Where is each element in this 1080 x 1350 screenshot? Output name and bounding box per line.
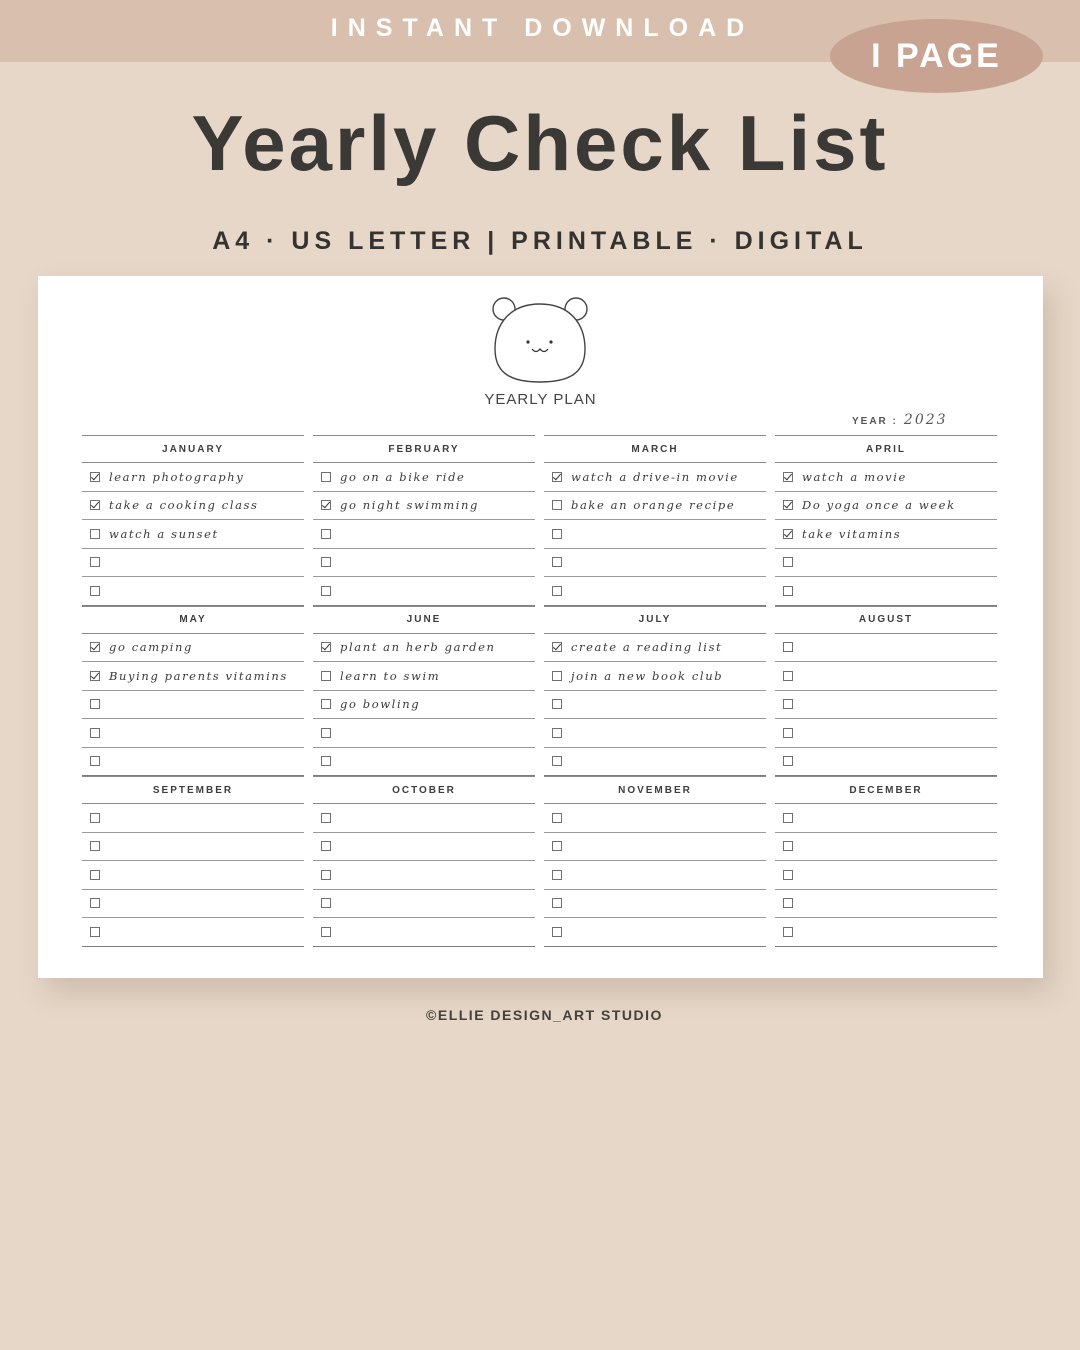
checklist-row (544, 719, 766, 748)
checked-checkbox[interactable] (783, 472, 793, 482)
task-text: go on a bike ride (340, 469, 466, 484)
task-text: bake an orange recipe (571, 498, 736, 513)
checklist-row (313, 833, 535, 862)
month-header: AUGUST (775, 606, 997, 634)
month-march (544, 435, 766, 606)
checklist-row (775, 861, 997, 890)
checkbox[interactable] (90, 756, 100, 766)
month-header: APRIL (775, 435, 997, 463)
checklist-row (82, 748, 304, 777)
checkbox[interactable] (321, 898, 331, 908)
checked-checkbox[interactable] (90, 472, 100, 482)
month-january (82, 435, 304, 606)
checklist-row (544, 918, 766, 947)
checkbox[interactable] (90, 557, 100, 567)
checklist-row (775, 804, 997, 833)
checklist-row (313, 492, 535, 521)
checked-checkbox[interactable] (783, 500, 793, 510)
month-september (82, 776, 304, 947)
month-november (544, 776, 766, 947)
checked-checkbox[interactable] (90, 500, 100, 510)
month-october (313, 776, 535, 947)
checklist-row (775, 833, 997, 862)
checklist-row (544, 549, 766, 578)
checklist-row (775, 577, 997, 606)
month-header: DECEMBER (775, 776, 997, 804)
checkbox[interactable] (552, 699, 562, 709)
month-header: JANUARY (82, 435, 304, 463)
checklist-row (82, 890, 304, 919)
checkbox[interactable] (552, 927, 562, 937)
task-text: go camping (109, 640, 193, 655)
checkbox[interactable] (90, 870, 100, 880)
studio-credit: ©ELLIE DESIGN_ART STUDIO (426, 1007, 663, 1023)
format-subtitle: A4 · US LETTER | PRINTABLE · DIGITAL (212, 227, 868, 255)
checklist-row (313, 748, 535, 777)
checklist-row (544, 861, 766, 890)
checklist-row (313, 634, 535, 663)
checkbox[interactable] (321, 529, 331, 539)
checked-checkbox[interactable] (552, 642, 562, 652)
month-header: OCTOBER (313, 776, 535, 804)
checkbox[interactable] (552, 870, 562, 880)
checklist-row (775, 520, 997, 549)
planner-sheet (38, 276, 1043, 978)
checkbox[interactable] (321, 728, 331, 738)
checkbox[interactable] (552, 898, 562, 908)
checkbox[interactable] (321, 813, 331, 823)
checkbox[interactable] (90, 699, 100, 709)
month-may (82, 606, 304, 777)
checklist-row (544, 748, 766, 777)
task-text: watch a drive-in movie (571, 469, 739, 484)
checklist-row (775, 719, 997, 748)
page-count-badge: I PAGE (830, 19, 1043, 93)
checklist-row (544, 833, 766, 862)
checklist-row (544, 662, 766, 691)
checklist-row (775, 634, 997, 663)
task-text: create a reading list (571, 640, 723, 655)
checked-checkbox[interactable] (321, 642, 331, 652)
checklist-row (313, 918, 535, 947)
month-header: NOVEMBER (544, 776, 766, 804)
checklist-row (313, 719, 535, 748)
checklist-row (313, 804, 535, 833)
checkbox[interactable] (783, 671, 793, 681)
checklist-row (313, 520, 535, 549)
checklist-row (82, 520, 304, 549)
checked-checkbox[interactable] (90, 671, 100, 681)
checklist-row (775, 918, 997, 947)
checkbox[interactable] (783, 813, 793, 823)
checklist-row (313, 662, 535, 691)
checklist-row (313, 691, 535, 720)
checklist-row (313, 861, 535, 890)
checklist-row (544, 634, 766, 663)
year-label: YEAR : (852, 416, 898, 427)
checkbox[interactable] (90, 586, 100, 596)
task-text: learn photography (109, 469, 245, 484)
checkbox[interactable] (90, 898, 100, 908)
task-text: plant an herb garden (340, 640, 496, 655)
month-header: MARCH (544, 435, 766, 463)
checklist-row (82, 804, 304, 833)
checklist-row (775, 549, 997, 578)
checkbox[interactable] (90, 927, 100, 937)
months-grid (82, 435, 997, 947)
checklist-row (82, 549, 304, 578)
year-value: 2023 (903, 412, 948, 428)
checkbox[interactable] (90, 813, 100, 823)
checkbox[interactable] (552, 586, 562, 596)
page-title: Yearly Check List (191, 99, 889, 187)
checklist-row (82, 861, 304, 890)
checkbox[interactable] (90, 841, 100, 851)
checklist-row (775, 492, 997, 521)
checkbox[interactable] (783, 927, 793, 937)
checked-checkbox[interactable] (552, 472, 562, 482)
yearly-plan-heading: YEARLY PLAN (484, 391, 597, 408)
checklist-row (544, 492, 766, 521)
checklist-row (775, 748, 997, 777)
month-december (775, 776, 997, 947)
checklist-row (313, 890, 535, 919)
checkbox[interactable] (321, 841, 331, 851)
month-june (313, 606, 535, 777)
checked-checkbox[interactable] (783, 529, 793, 539)
task-text: take a cooking class (109, 498, 259, 513)
checkbox[interactable] (783, 870, 793, 880)
checklist-row (82, 463, 304, 492)
task-text: go night swimming (340, 498, 479, 513)
task-text: watch a movie (802, 469, 907, 484)
checkbox[interactable] (783, 841, 793, 851)
checkbox[interactable] (321, 671, 331, 681)
checkbox[interactable] (552, 529, 562, 539)
checklist-row (82, 691, 304, 720)
checkbox[interactable] (552, 813, 562, 823)
checklist-row (313, 549, 535, 578)
month-header: SEPTEMBER (82, 776, 304, 804)
checkbox[interactable] (90, 728, 100, 738)
checklist-row (82, 492, 304, 521)
task-text: learn to swim (340, 668, 441, 683)
checkbox[interactable] (90, 529, 100, 539)
checkbox[interactable] (321, 472, 331, 482)
checklist-row (775, 463, 997, 492)
month-april (775, 435, 997, 606)
checkbox[interactable] (321, 557, 331, 567)
month-header: JULY (544, 606, 766, 634)
checklist-row (775, 890, 997, 919)
checked-checkbox[interactable] (90, 642, 100, 652)
instant-download-label: INSTANT DOWNLOAD (330, 14, 755, 42)
checklist-row (82, 662, 304, 691)
checkbox[interactable] (321, 699, 331, 709)
bear-face-icon (492, 294, 588, 386)
task-text: watch a sunset (109, 526, 219, 541)
checkbox[interactable] (552, 841, 562, 851)
task-text: Buying parents vitamins (109, 668, 288, 683)
checkbox[interactable] (783, 642, 793, 652)
checkbox[interactable] (783, 898, 793, 908)
checklist-row (544, 804, 766, 833)
checked-checkbox[interactable] (321, 500, 331, 510)
checkbox[interactable] (783, 756, 793, 766)
task-text: go bowling (340, 697, 421, 712)
checkbox[interactable] (783, 557, 793, 567)
checklist-row (775, 662, 997, 691)
checkbox[interactable] (783, 699, 793, 709)
checklist-row (544, 463, 766, 492)
checklist-row (82, 577, 304, 606)
checklist-row (82, 918, 304, 947)
checklist-row (313, 577, 535, 606)
checklist-row (82, 719, 304, 748)
month-august (775, 606, 997, 777)
checklist-row (544, 691, 766, 720)
checklist-row (544, 890, 766, 919)
checkbox[interactable] (552, 728, 562, 738)
task-text: join a new book club (571, 668, 724, 683)
month-header: FEBRUARY (313, 435, 535, 463)
checklist-row (775, 691, 997, 720)
checkbox[interactable] (321, 870, 331, 880)
task-text: Do yoga once a week (802, 498, 956, 513)
month-february (313, 435, 535, 606)
checklist-row (313, 463, 535, 492)
checklist-row (82, 833, 304, 862)
checklist-row (544, 520, 766, 549)
checkbox[interactable] (783, 586, 793, 596)
checkbox[interactable] (783, 728, 793, 738)
checklist-row (544, 577, 766, 606)
checklist-row (82, 634, 304, 663)
checkbox[interactable] (552, 756, 562, 766)
checkbox[interactable] (321, 586, 331, 596)
checkbox[interactable] (552, 500, 562, 510)
month-july (544, 606, 766, 777)
checkbox[interactable] (552, 557, 562, 567)
month-header: MAY (82, 606, 304, 634)
checkbox[interactable] (321, 927, 331, 937)
task-text: take vitamins (802, 526, 902, 541)
month-header: JUNE (313, 606, 535, 634)
checkbox[interactable] (321, 756, 331, 766)
year-field (852, 412, 948, 428)
checkbox[interactable] (552, 671, 562, 681)
